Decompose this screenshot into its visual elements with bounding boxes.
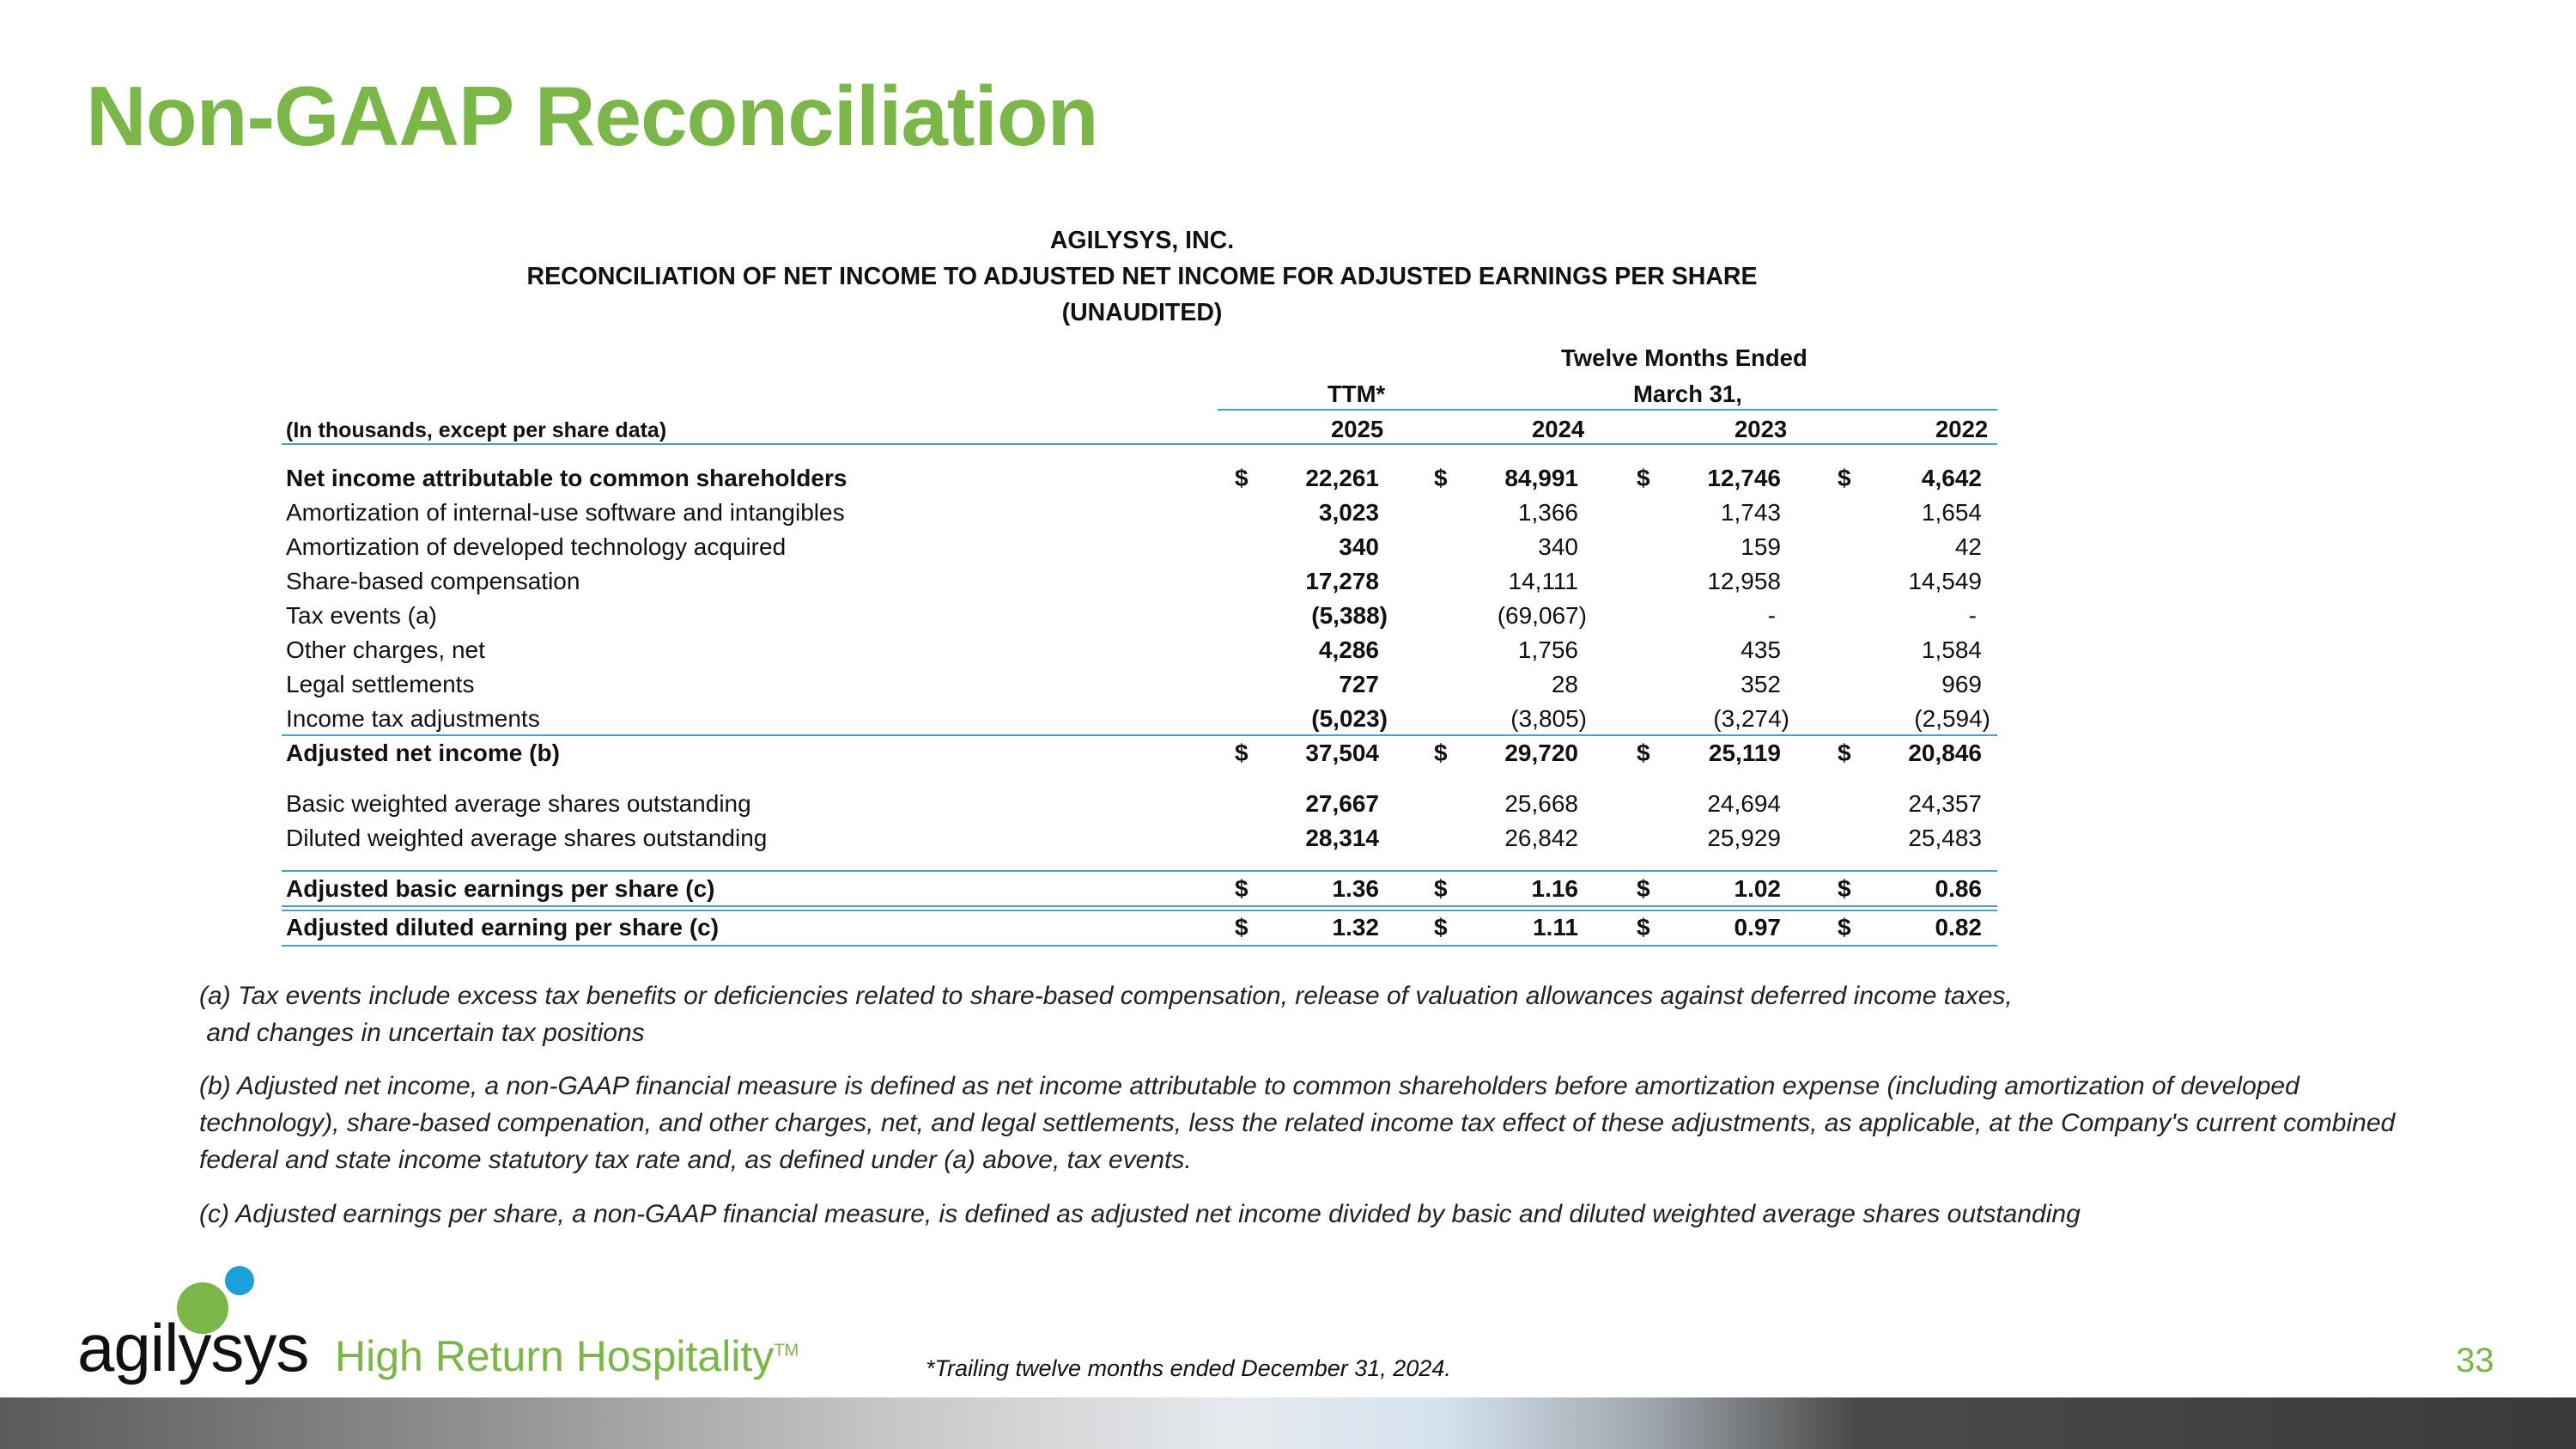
currency-symbol: $ — [1235, 875, 1249, 902]
row-label: Share-based compensation — [286, 568, 580, 594]
row-value: 28,314 — [1305, 825, 1379, 851]
currency-symbol: $ — [1235, 914, 1249, 941]
row-value: (3,274) — [1713, 705, 1789, 732]
currency-symbol: $ — [1838, 875, 1851, 902]
row-value: 4,642 — [1921, 465, 1982, 491]
row-value: 24,357 — [1908, 790, 1982, 817]
row-value: 1.16 — [1531, 875, 1578, 902]
report-title: RECONCILIATION OF NET INCOME TO ADJUSTED NET INCOME FOR ADJUSTED EARNINGS PER SHARE — [526, 263, 1758, 290]
row-value: 1,584 — [1921, 636, 1982, 663]
group-header-line2: March 31, — [1633, 381, 1742, 407]
row-label: Tax events (a) — [286, 602, 437, 629]
year-header-2024: 2024 — [1532, 416, 1585, 442]
ttm-header: TTM* — [1327, 381, 1386, 407]
eps-rule-top — [282, 870, 1997, 872]
currency-symbol: $ — [1637, 465, 1650, 491]
note-c: (c) Adjusted earnings per share, a non-GAAP financial measure, is defined as adjusted net income divided by basic and diluted weighted average shares outstanding — [199, 1200, 2081, 1228]
row-value: 14,111 — [1508, 568, 1578, 594]
row-value: 1,756 — [1517, 636, 1578, 663]
row-label: Amortization of developed technology acquired — [286, 533, 787, 560]
page-number: 33 — [2456, 1342, 2494, 1379]
header-rule-bottom — [282, 443, 1997, 445]
row-value: 0.82 — [1935, 914, 1982, 941]
row-value: 17,278 — [1305, 568, 1379, 594]
row-value: 14,549 — [1908, 568, 1982, 594]
row-value: 12,958 — [1707, 568, 1781, 594]
row-value: 25,483 — [1908, 825, 1982, 851]
currency-symbol: $ — [1434, 914, 1448, 941]
row-value: (3,805) — [1510, 705, 1587, 732]
group-header-line1: Twelve Months Ended — [1561, 344, 1807, 371]
row-value: 340 — [1339, 533, 1379, 560]
row-value: 159 — [1741, 533, 1781, 560]
row-value: 28 — [1551, 671, 1578, 697]
eps-rule-mid2 — [282, 910, 1997, 911]
eps-rule-bottom — [282, 945, 1997, 947]
logo-dot-blue — [225, 1266, 254, 1295]
row-value: 1,654 — [1921, 499, 1982, 526]
row-value: 25,929 — [1707, 825, 1781, 851]
note-a-line2: and changes in uncertain tax positions — [199, 1019, 645, 1047]
currency-symbol: $ — [1235, 740, 1249, 766]
row-value: 25,668 — [1504, 790, 1578, 817]
row-label: Amortization of internal-use software and intangibles — [286, 499, 845, 526]
trademark-mark: TM — [774, 1341, 799, 1361]
row-label: Adjusted basic earnings per share (c) — [286, 875, 715, 902]
row-label: Basic weighted average shares outstanding — [286, 790, 751, 817]
company-name: AGILYSYS, INC. — [1049, 227, 1235, 254]
row-label: Net income attributable to common shareholders — [286, 465, 848, 491]
row-value: 1,743 — [1720, 499, 1781, 526]
currency-symbol: $ — [1637, 740, 1650, 766]
units-note: (In thousands, except per share data) — [286, 418, 667, 442]
report-subtitle: (UNAUDITED) — [1061, 299, 1223, 326]
row-label: Adjusted diluted earning per share (c) — [286, 914, 720, 941]
year-header-2022: 2022 — [1935, 416, 1989, 442]
currency-symbol: $ — [1434, 875, 1448, 902]
currency-symbol: $ — [1434, 465, 1448, 491]
row-value: 27,667 — [1305, 790, 1379, 817]
currency-symbol: $ — [1637, 914, 1650, 941]
eps-rule-mid — [282, 905, 1997, 907]
tagline-text: High Return Hospitality — [335, 1332, 775, 1380]
row-value: 3,023 — [1318, 499, 1379, 526]
currency-symbol: $ — [1838, 740, 1851, 766]
currency-symbol: $ — [1434, 740, 1448, 766]
row-value: (5,388) — [1311, 602, 1388, 629]
row-value: 4,286 — [1318, 636, 1379, 663]
header-rule-top — [1218, 409, 1997, 411]
row-value: 1.11 — [1533, 914, 1578, 941]
row-value: 1,366 — [1517, 499, 1578, 526]
row-value: 37,504 — [1305, 740, 1379, 766]
ttm-footnote: *Trailing twelve months ended December 31, 2024. — [926, 1355, 1451, 1381]
row-label: Adjusted net income (b) — [286, 740, 560, 766]
row-value: 25,119 — [1708, 740, 1781, 766]
year-header-2025: 2025 — [1331, 416, 1384, 442]
row-label: Diluted weighted average shares outstanding — [286, 825, 768, 851]
footer-bar — [0, 1397, 2576, 1449]
row-value: 42 — [1954, 533, 1982, 560]
row-value: 12,746 — [1707, 465, 1781, 491]
currency-symbol: $ — [1838, 465, 1851, 491]
row-value: 0.86 — [1935, 875, 1982, 902]
row-value: 352 — [1741, 671, 1781, 697]
currency-symbol: $ — [1637, 875, 1650, 902]
row-value: (5,023) — [1311, 705, 1388, 732]
row-value: 340 — [1538, 533, 1578, 560]
row-value: 435 — [1741, 636, 1781, 663]
row-value: (2,594) — [1914, 705, 1990, 732]
row-value: 0.97 — [1734, 914, 1781, 941]
row-value: - — [1968, 602, 1977, 629]
row-value: (69,067) — [1497, 602, 1587, 629]
page-title: Non-GAAP Reconciliation — [86, 69, 1098, 163]
row-value: 22,261 — [1305, 465, 1379, 491]
row-value: - — [1767, 602, 1776, 629]
report-header — [283, 222, 2001, 331]
row-value: 969 — [1941, 671, 1982, 697]
currency-symbol: $ — [1838, 914, 1851, 941]
year-header-2023: 2023 — [1735, 416, 1788, 442]
row-value: 1.32 — [1332, 914, 1379, 941]
row-label: Legal settlements — [286, 671, 475, 697]
note-a-line1: (a) Tax events include excess tax benefits or deficiencies related to share-based compensation, release of valuation allowances against deferred income taxes, — [199, 982, 2013, 1010]
row-value: 26,842 — [1504, 825, 1578, 851]
subtotal-rule — [282, 734, 1997, 736]
row-value: 20,846 — [1908, 740, 1982, 766]
row-value: 24,694 — [1707, 790, 1781, 817]
row-label: Income tax adjustments — [286, 705, 540, 732]
tagline — [335, 1332, 799, 1380]
row-value: 84,991 — [1504, 465, 1578, 491]
note-b: (b) Adjusted net income, a non-GAAP financial measure is defined as net income attributable to common shareholders before amortization expense (including amortization of developed technology), share-based compenation, and other charges, net, and legal settlements, less the related income tax effect of these adjustments, as applicable, at the Company's current combined federal and state income statutory tax rate and, as defined under (a) above, tax events. — [199, 1072, 2396, 1174]
row-value: 727 — [1339, 671, 1379, 697]
currency-symbol: $ — [1235, 465, 1249, 491]
row-label: Other charges, net — [286, 636, 485, 663]
row-value: 1.02 — [1734, 875, 1781, 902]
company-logo: agilysys — [77, 1310, 309, 1385]
row-value: 1.36 — [1332, 875, 1379, 902]
row-value: 29,720 — [1504, 740, 1578, 766]
